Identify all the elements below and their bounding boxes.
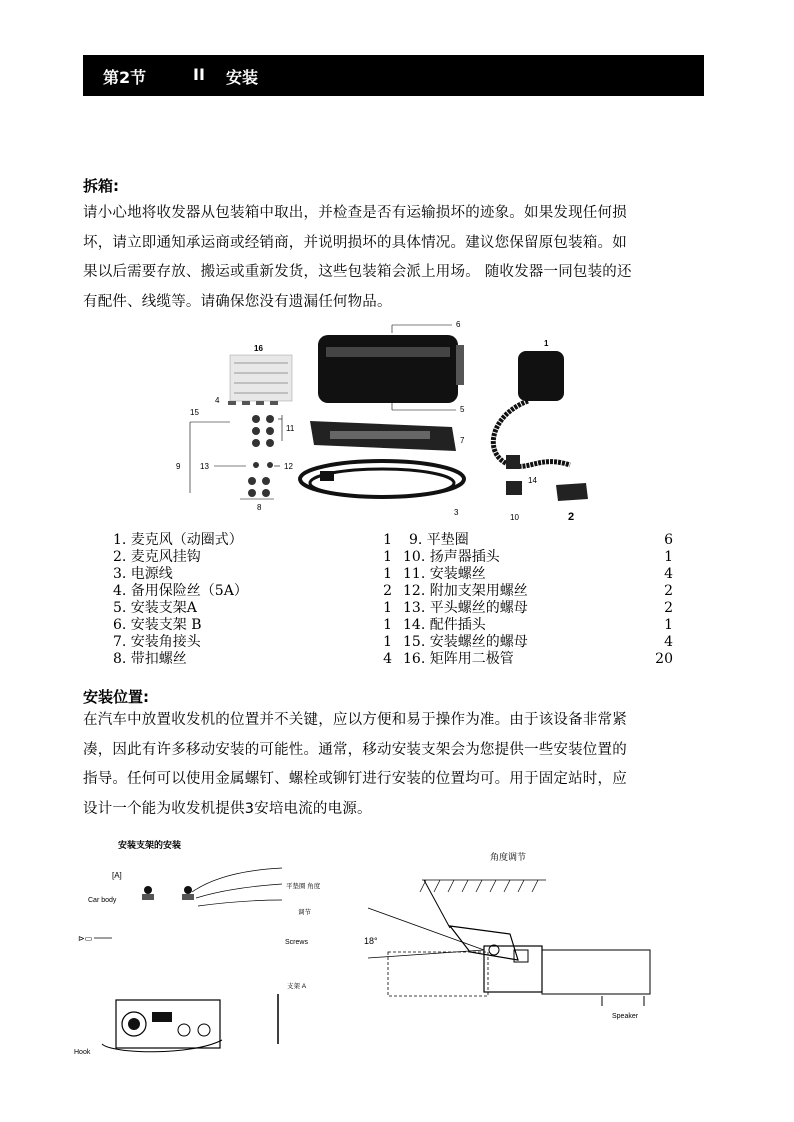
radio-unit-icon [102, 1000, 222, 1052]
location-line: 指导。任何可以使用金属螺钉、螺栓或铆钉进行安装的位置均可。用于固定站时，应 [83, 771, 627, 787]
label-7: 7 [460, 436, 465, 445]
part-name: 11. 安装螺丝 [403, 566, 486, 582]
label-8: 8 [257, 503, 262, 512]
label-5: 5 [460, 405, 465, 414]
part-name: 13. 平头螺丝的螺母 [403, 600, 528, 616]
angle-figure-title: 角度调节 [490, 852, 527, 862]
part-qty: 4 [664, 566, 673, 582]
label-4: 4 [215, 396, 220, 405]
part-name: 5. 安装支架A [113, 600, 197, 616]
screws-label: Screws [285, 939, 308, 946]
label-2: 2 [568, 511, 575, 523]
location-paragraph [83, 706, 673, 824]
mic-hook-icon [556, 483, 588, 501]
part-name: 4. 备用保险丝（5A） [113, 583, 248, 599]
part-name: 2. 麦克风挂钩 [113, 549, 201, 565]
part-name: 9. 平垫圈 [409, 532, 469, 548]
label-a: [A] [112, 871, 122, 880]
bracket-a-label: 支架 A [287, 983, 307, 990]
part-qty: 1 [383, 600, 392, 616]
label-12: 12 [284, 462, 293, 471]
car-body-label: Car body [88, 897, 117, 904]
part-qty: 2 [383, 583, 392, 599]
part-name: 6. 安装支架 B [113, 617, 202, 633]
label-6: 6 [456, 320, 461, 329]
screws-icon [248, 415, 274, 497]
label-14: 14 [528, 476, 537, 485]
part-qty: 1 [383, 549, 392, 565]
bracket-installation-figure [72, 834, 342, 1064]
location-heading: 安装位置: [83, 688, 149, 706]
adjust-label: 调节 [298, 909, 311, 916]
unpacking-heading: 拆箱: [83, 177, 119, 195]
part-name: 10. 扬声器插头 [403, 549, 500, 565]
location-line: 凑，因此有许多移动安装的可能性。通常，移动安装支架会为您提供一些安装位置的 [83, 741, 627, 758]
part-name: 8. 带扣螺丝 [113, 651, 187, 667]
label-3: 3 [454, 508, 459, 517]
angle-label: 18° [364, 936, 378, 946]
diodes-icon [230, 355, 292, 401]
unpacking-line: 坏，请立即通知承运商或经销商，并说明损坏的具体情况。建议您保留原包装箱。如 [83, 234, 627, 251]
part-qty: 1 [383, 617, 392, 633]
part-qty: 20 [655, 651, 673, 667]
parts-illustration [170, 315, 620, 527]
part-qty: 2 [664, 600, 673, 616]
part-name: 7. 安装角接头 [113, 634, 201, 650]
angle-adjustment-figure [360, 846, 660, 1026]
accessory-plug-icon [506, 455, 522, 495]
part-qty: 2 [664, 583, 673, 599]
power-cord-icon [300, 461, 464, 497]
unpacking-line: 请小心地将收发器从包装箱中取出，并检查是否有运输损坏的迹象。如果发现任何损 [83, 205, 627, 221]
part-qty: 1 [664, 617, 673, 633]
part-name: 16. 矩阵用二极管 [403, 651, 514, 667]
unpacking-paragraph [83, 199, 673, 317]
label-10: 10 [510, 513, 519, 522]
nut-icon [142, 886, 194, 900]
part-qty: 1 [383, 532, 392, 548]
fuses-icon [228, 401, 278, 405]
section-title: 安装 [226, 68, 259, 87]
bracket-figure-title: 安装支架的安装 [118, 840, 182, 850]
part-name: 15. 安装螺丝的螺母 [403, 634, 528, 650]
part-qty: 1 [664, 549, 673, 565]
washer-angle-label: 平垫圈 角度 [286, 883, 321, 890]
hook-label: Hook [74, 1049, 91, 1056]
label-1: 1 [544, 339, 549, 348]
location-line: 在汽车中放置收发机的位置并不关键，应以方便和易于操作为准。由于该设备非常紧 [83, 712, 627, 728]
part-name: 3. 电源线 [113, 566, 173, 582]
microphone-icon [493, 351, 570, 466]
screw-icon: ⊳▭ [78, 934, 93, 943]
part-qty: 6 [664, 532, 673, 548]
label-11: 11 [286, 424, 295, 433]
label-13: 13 [200, 462, 209, 471]
part-qty: 4 [383, 651, 392, 667]
part-name: 14. 配件插头 [403, 617, 486, 633]
label-9: 9 [176, 462, 181, 471]
unpacking-line: 果以后需要存放、搬运或重新发货，这些包装箱会派上用场。 随收发器一同包装的还 [83, 264, 632, 280]
section-header [83, 55, 704, 96]
speaker-label: Speaker [612, 1013, 639, 1020]
section-roman: II [193, 65, 205, 84]
part-qty: 4 [664, 634, 673, 650]
label-16: 16 [254, 344, 263, 353]
transceiver-icon [318, 335, 464, 403]
hatch-ceiling-icon [420, 880, 538, 892]
unpacking-line: 有配件、线缆等。请确保您没有遗漏任何物品。 [83, 293, 392, 310]
bracket-icon [310, 421, 456, 451]
part-qty: 1 [383, 634, 392, 650]
label-15: 15 [190, 408, 199, 417]
part-qty: 1 [383, 566, 392, 582]
location-line: 设计一个能为收发机提供3安培电流的电源。 [83, 800, 372, 817]
section-number: 第2节 [103, 68, 147, 87]
part-name: 12. 附加支架用螺丝 [403, 583, 528, 599]
mount-bracket-icon [450, 926, 542, 992]
part-name: 1. 麦克风（动圈式） [113, 532, 243, 548]
